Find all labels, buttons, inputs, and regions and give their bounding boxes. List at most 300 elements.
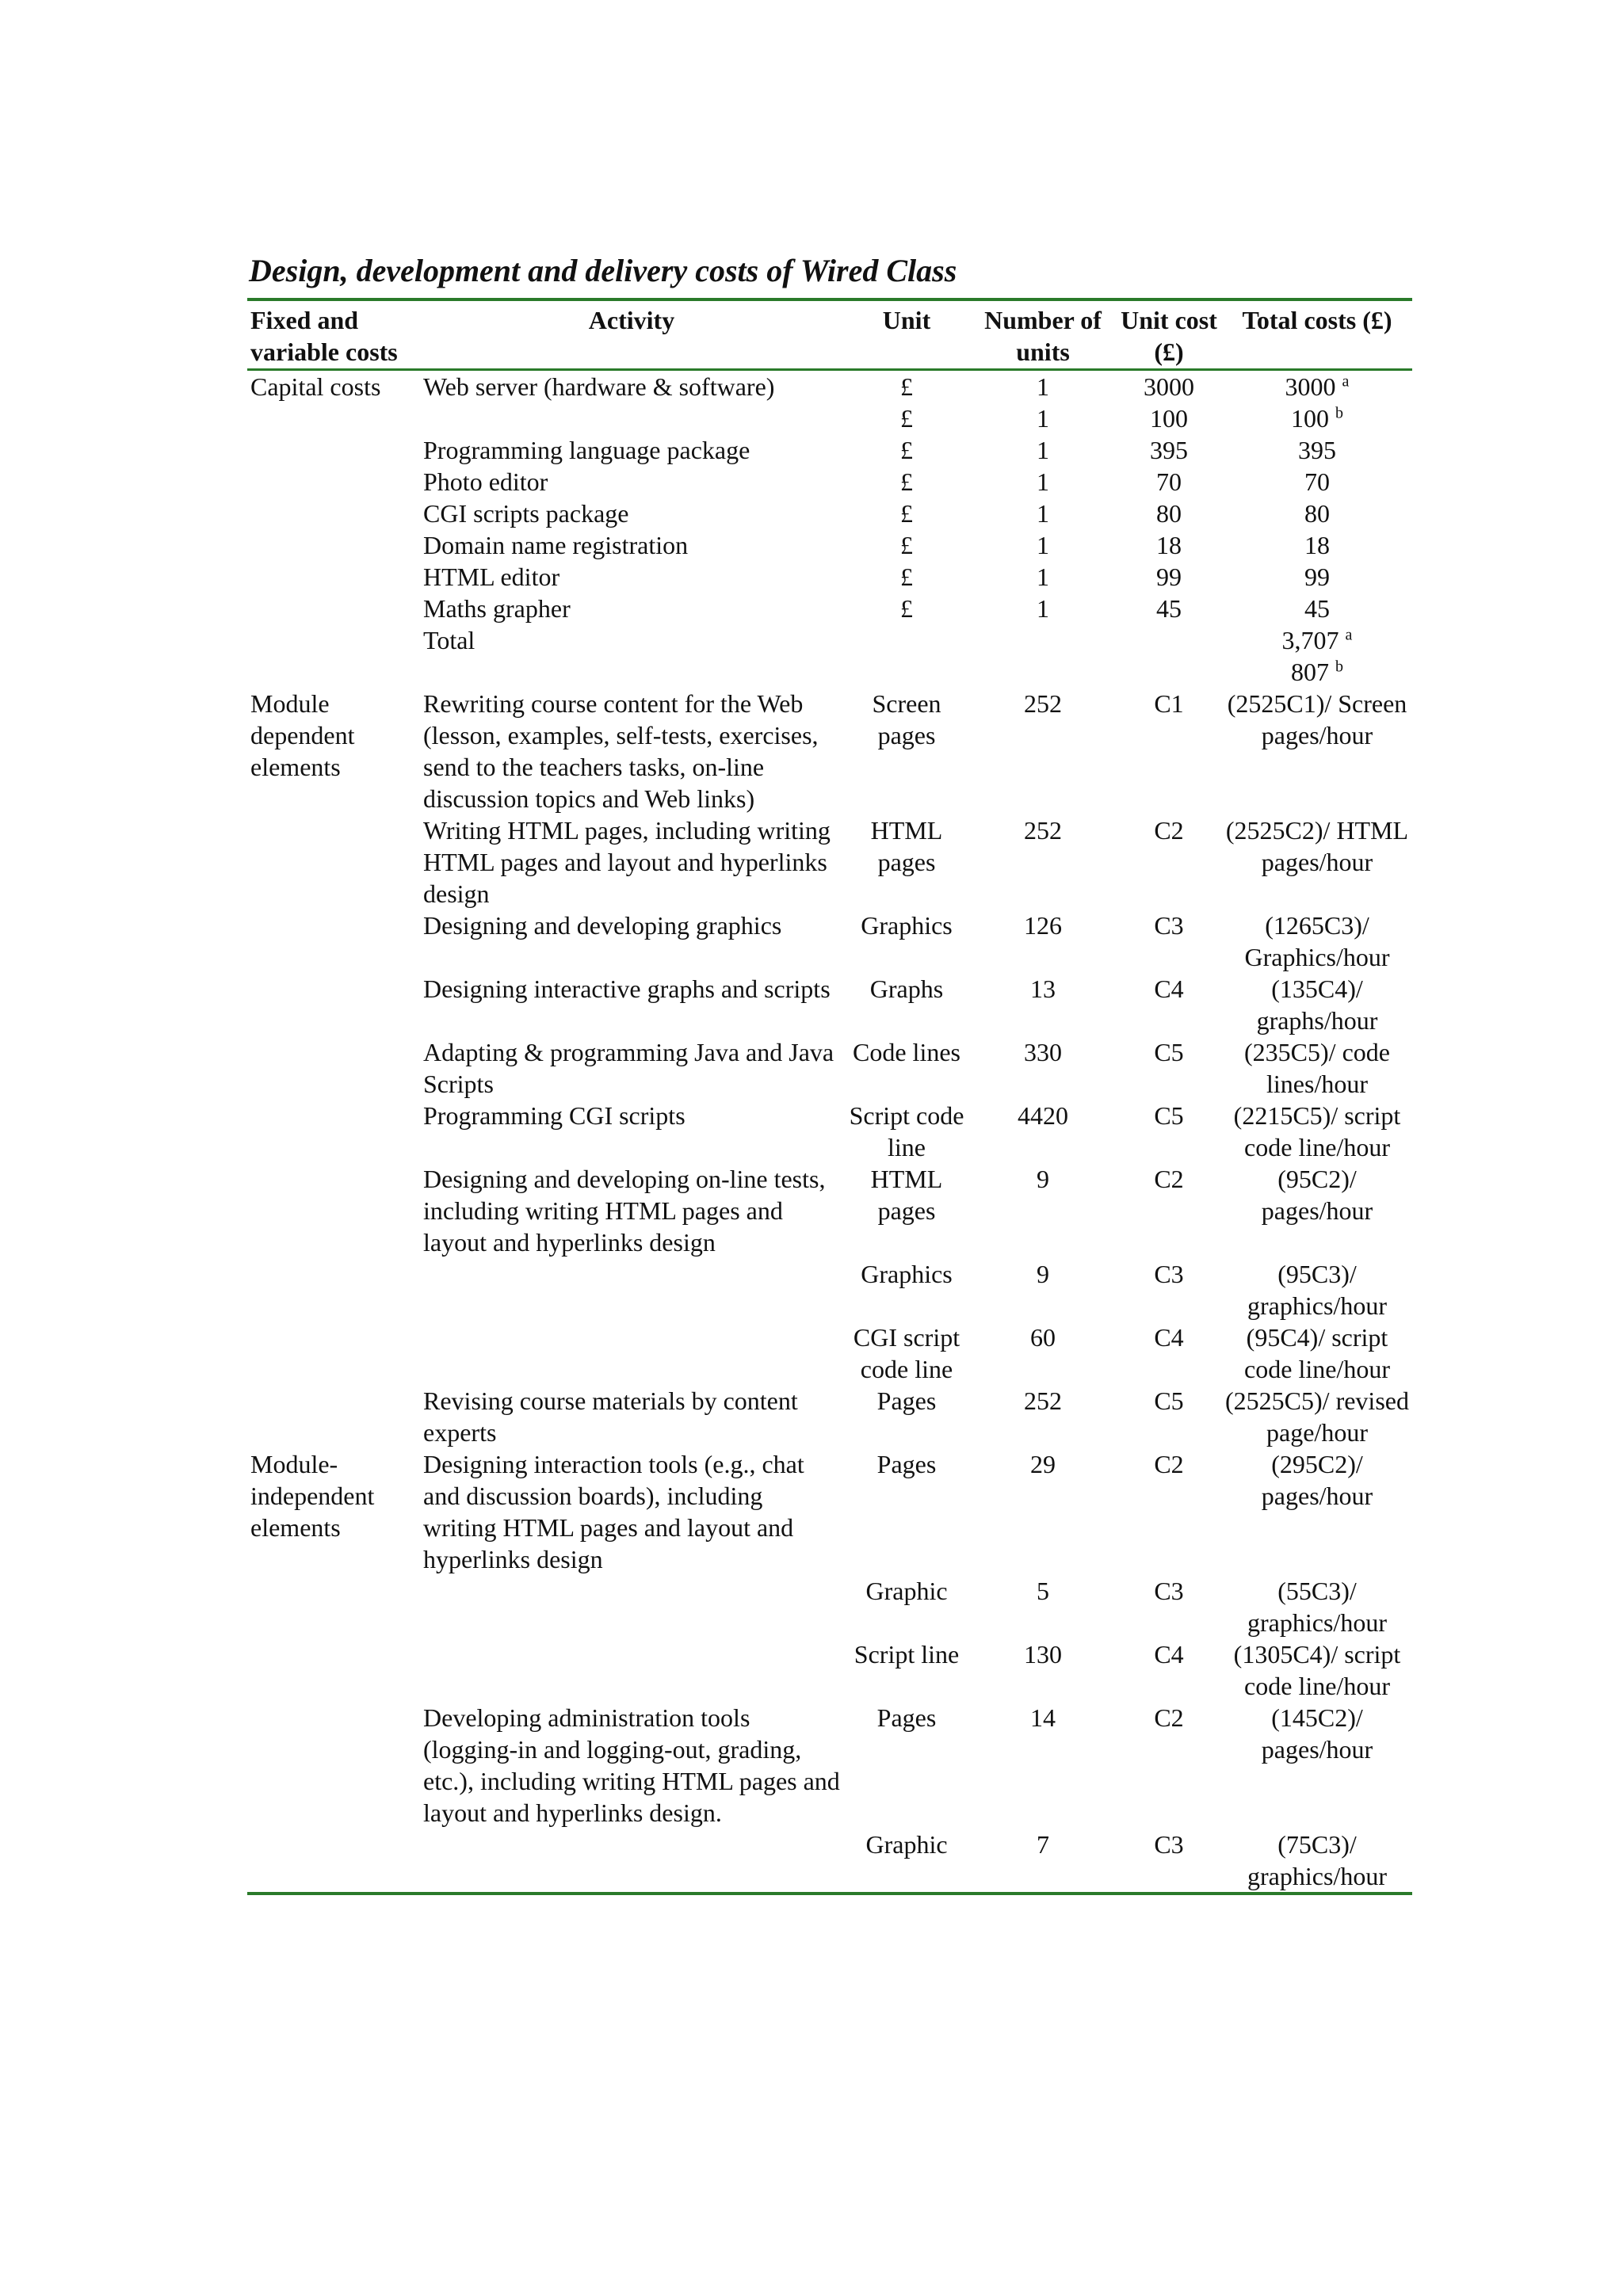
number-of-units-cell — [970, 1575, 1116, 1638]
category-cell — [247, 656, 420, 688]
number-of-units-cell — [970, 656, 1116, 688]
total-costs-cell-text: (2525C5)/ revised page/hour — [1225, 1386, 1409, 1447]
unit-cell-text: CGI script code line — [853, 1323, 960, 1383]
total-costs-cell-text: 3,707 — [1281, 626, 1339, 654]
total-costs-cell — [1222, 1448, 1412, 1575]
unit-cost-cell-text: C5 — [1154, 1038, 1184, 1066]
number-of-units-cell — [970, 1638, 1116, 1702]
total-costs-cell-text: (75C3)/ graphics/hour — [1247, 1830, 1387, 1890]
total-costs-cell-text: 45 — [1304, 594, 1330, 623]
footnote-marker: a — [1342, 372, 1350, 391]
category-cell — [247, 1448, 420, 1575]
number-of-units-cell — [970, 973, 1116, 1036]
total-costs-cell-text: (2215C5)/ script code line/hour — [1233, 1101, 1401, 1161]
unit-cost-cell-text: 3000 — [1144, 372, 1194, 401]
total-costs-cell — [1222, 1638, 1412, 1702]
category-cell-text: Module-independent elements — [250, 1450, 375, 1542]
unit-cost-cell — [1116, 1385, 1222, 1448]
unit-cell-text: HTML pages — [870, 816, 943, 876]
unit-cell — [843, 402, 970, 434]
activity-cell-text: Designing interactive graphs and scripts — [423, 974, 831, 1003]
unit-cell — [843, 910, 970, 973]
activity-cell — [420, 1258, 843, 1322]
unit-cost-cell — [1116, 1638, 1222, 1702]
unit-cost-cell — [1116, 910, 1222, 973]
unit-cost-cell — [1116, 1702, 1222, 1829]
table-row — [247, 1322, 1412, 1385]
unit-cell — [843, 1385, 970, 1448]
number-of-units-cell — [970, 434, 1116, 466]
total-costs-cell — [1222, 814, 1412, 910]
total-costs-cell — [1222, 1385, 1412, 1448]
total-costs-cell-text: (95C3)/ graphics/hour — [1247, 1260, 1387, 1320]
activity-cell-text: Revising course materials by content experts — [423, 1386, 798, 1447]
total-costs-cell-text: 18 — [1304, 531, 1330, 559]
total-costs-cell-text: (1265C3)/ Graphics/hour — [1244, 911, 1390, 971]
table-row — [247, 593, 1412, 624]
number-of-units-cell — [970, 814, 1116, 910]
total-costs-cell — [1222, 529, 1412, 561]
unit-cell-text: £ — [900, 404, 913, 433]
number-of-units-cell-text: 330 — [1024, 1038, 1062, 1066]
number-of-units-cell-text: 1 — [1037, 372, 1049, 401]
number-of-units-cell — [970, 466, 1116, 498]
unit-cell-text: Pages — [876, 1450, 937, 1478]
activity-cell-text: Programming CGI scripts — [423, 1101, 685, 1130]
activity-cell-text: CGI scripts package — [423, 499, 629, 528]
unit-cost-cell-text: 18 — [1156, 531, 1182, 559]
unit-cost-cell-text: C2 — [1154, 1165, 1184, 1193]
activity-cell — [420, 402, 843, 434]
activity-cell-text: Web server (hardware & software) — [423, 372, 775, 401]
total-costs-cell-text: (1305C4)/ script code line/hour — [1233, 1640, 1401, 1700]
unit-cost-cell — [1116, 973, 1222, 1036]
activity-cell — [420, 1638, 843, 1702]
total-costs-cell — [1222, 973, 1412, 1036]
table-row — [247, 402, 1412, 434]
table-row — [247, 1163, 1412, 1258]
number-of-units-cell — [970, 593, 1116, 624]
unit-cost-cell — [1116, 1322, 1222, 1385]
activity-cell — [420, 561, 843, 593]
total-costs-cell-text: (2525C1)/ Screen pages/hour — [1227, 689, 1407, 749]
total-costs-cell — [1222, 688, 1412, 814]
table-row — [247, 498, 1412, 529]
unit-cell-text: Graphics — [861, 911, 953, 940]
category-cell — [247, 593, 420, 624]
number-of-units-cell-text: 1 — [1037, 594, 1049, 623]
header-activity: Activity — [420, 299, 843, 370]
unit-cost-cell — [1116, 434, 1222, 466]
unit-cell-text: Script line — [854, 1640, 960, 1669]
unit-cost-cell-text: 395 — [1150, 436, 1188, 464]
unit-cost-cell-text: C2 — [1154, 1450, 1184, 1478]
number-of-units-cell-text: 252 — [1024, 816, 1062, 845]
unit-cost-cell-text: C4 — [1154, 1323, 1184, 1352]
unit-cost-cell-text: C3 — [1154, 1830, 1184, 1859]
table-row — [247, 1036, 1412, 1100]
number-of-units-cell-text: 1 — [1037, 404, 1049, 433]
table-row — [247, 466, 1412, 498]
activity-cell — [420, 1100, 843, 1163]
unit-cost-cell — [1116, 593, 1222, 624]
category-cell — [247, 1100, 420, 1163]
unit-cell-text: £ — [900, 467, 913, 496]
activity-cell-text: Programming language package — [423, 436, 750, 464]
unit-cell-text: Code lines — [853, 1038, 960, 1066]
table-row — [247, 434, 1412, 466]
total-costs-cell — [1222, 1322, 1412, 1385]
total-costs-cell — [1222, 1829, 1412, 1894]
number-of-units-cell-text: 130 — [1024, 1640, 1062, 1669]
unit-cell — [843, 1448, 970, 1575]
number-of-units-cell-text: 1 — [1037, 531, 1049, 559]
activity-cell — [420, 688, 843, 814]
activity-cell — [420, 814, 843, 910]
unit-cost-cell — [1116, 1258, 1222, 1322]
number-of-units-cell — [970, 1385, 1116, 1448]
unit-cell — [843, 973, 970, 1036]
unit-cell — [843, 1100, 970, 1163]
unit-cost-cell — [1116, 498, 1222, 529]
total-costs-cell-text: 3000 — [1285, 372, 1336, 401]
total-costs-cell — [1222, 1100, 1412, 1163]
number-of-units-cell — [970, 1036, 1116, 1100]
footnote-marker: b — [1335, 404, 1343, 422]
table-row — [247, 1258, 1412, 1322]
activity-cell — [420, 529, 843, 561]
activity-cell-text: Writing HTML pages, including writing HTML pages and layout and hyperlinks design — [423, 816, 831, 908]
table-row — [247, 529, 1412, 561]
activity-cell-text: Adapting & programming Java and Java Scripts — [423, 1038, 834, 1098]
total-costs-cell — [1222, 656, 1412, 688]
number-of-units-cell-text: 5 — [1037, 1577, 1049, 1605]
unit-cell-text: £ — [900, 372, 913, 401]
total-costs-cell — [1222, 466, 1412, 498]
unit-cell — [843, 656, 970, 688]
number-of-units-cell-text: 1 — [1037, 436, 1049, 464]
unit-cell-text: Graphic — [865, 1577, 948, 1605]
total-costs-cell-text: 80 — [1304, 499, 1330, 528]
number-of-units-cell — [970, 1100, 1116, 1163]
total-costs-cell — [1222, 1258, 1412, 1322]
total-costs-cell — [1222, 910, 1412, 973]
category-cell — [247, 434, 420, 466]
unit-cell — [843, 1829, 970, 1894]
category-cell — [247, 402, 420, 434]
activity-cell — [420, 624, 843, 656]
unit-cost-cell — [1116, 1163, 1222, 1258]
category-cell — [247, 814, 420, 910]
unit-cell — [843, 624, 970, 656]
unit-cell — [843, 1702, 970, 1829]
footnote-marker: a — [1345, 626, 1353, 644]
table-row — [247, 1448, 1412, 1575]
activity-cell — [420, 910, 843, 973]
header-unit-cost: Unit cost (£) — [1116, 299, 1222, 370]
table-header-row — [247, 299, 1412, 370]
unit-cost-cell — [1116, 529, 1222, 561]
activity-cell-text: Total — [423, 626, 475, 654]
activity-cell-text: Developing administration tools (logging-in and logging-out, grading, etc.), including writing HTML pages and layout and hyperlinks design. — [423, 1703, 840, 1827]
category-cell — [247, 910, 420, 973]
number-of-units-cell — [970, 1448, 1116, 1575]
table-body — [247, 370, 1412, 1894]
table-row — [247, 814, 1412, 910]
unit-cell-text: Graphics — [861, 1260, 953, 1288]
total-costs-cell-text: 100 — [1291, 404, 1329, 433]
total-costs-cell-text: (135C4)/ graphs/hour — [1256, 974, 1378, 1035]
category-cell — [247, 370, 420, 403]
category-cell — [247, 1036, 420, 1100]
activity-cell — [420, 1385, 843, 1448]
total-costs-cell — [1222, 624, 1412, 656]
unit-cost-cell — [1116, 1448, 1222, 1575]
unit-cost-cell — [1116, 688, 1222, 814]
total-costs-cell-text: 99 — [1304, 563, 1330, 591]
table-row — [247, 688, 1412, 814]
activity-cell — [420, 1702, 843, 1829]
header-unit: Unit — [843, 299, 970, 370]
unit-cell-text: Pages — [876, 1703, 937, 1732]
unit-cost-cell-text: C4 — [1154, 1640, 1184, 1669]
category-cell — [247, 561, 420, 593]
number-of-units-cell — [970, 498, 1116, 529]
table-row — [247, 910, 1412, 973]
total-costs-cell-text: (145C2)/ pages/hour — [1261, 1703, 1373, 1764]
number-of-units-cell — [970, 1829, 1116, 1894]
unit-cost-cell — [1116, 466, 1222, 498]
activity-cell — [420, 1448, 843, 1575]
unit-cost-cell-text: C3 — [1154, 1577, 1184, 1605]
unit-cell-text: Graphs — [869, 974, 944, 1003]
total-costs-cell-text: (295C2)/ pages/hour — [1261, 1450, 1373, 1510]
number-of-units-cell — [970, 1258, 1116, 1322]
unit-cost-cell-text: C3 — [1154, 1260, 1184, 1288]
total-costs-cell — [1222, 561, 1412, 593]
total-costs-cell-text: (2525C2)/ HTML pages/hour — [1225, 816, 1409, 876]
total-costs-cell — [1222, 370, 1412, 403]
unit-cost-cell — [1116, 402, 1222, 434]
category-cell-text: Module dependent elements — [250, 689, 355, 781]
number-of-units-cell — [970, 1322, 1116, 1385]
total-costs-cell — [1222, 1163, 1412, 1258]
number-of-units-cell — [970, 1163, 1116, 1258]
total-costs-cell-text: (95C2)/ pages/hour — [1261, 1165, 1373, 1225]
number-of-units-cell-text: 252 — [1024, 1386, 1062, 1415]
table-row — [247, 1702, 1412, 1829]
activity-cell-text: Rewriting course content for the Web (lesson, examples, self-tests, exercises, send to the teachers tasks, on-line discussion topics and Web links) — [423, 689, 819, 813]
activity-cell — [420, 593, 843, 624]
table-row — [247, 561, 1412, 593]
table-row — [247, 1829, 1412, 1894]
activity-cell-text: Designing and developing graphics — [423, 911, 782, 940]
unit-cost-cell-text: C5 — [1154, 1101, 1184, 1130]
unit-cost-cell — [1116, 656, 1222, 688]
number-of-units-cell-text: 1 — [1037, 467, 1049, 496]
total-costs-cell-text: 395 — [1298, 436, 1336, 464]
unit-cost-cell-text: 70 — [1156, 467, 1182, 496]
number-of-units-cell-text: 1 — [1037, 563, 1049, 591]
unit-cell — [843, 370, 970, 403]
unit-cost-cell-text: C5 — [1154, 1386, 1184, 1415]
unit-cost-cell-text: 100 — [1150, 404, 1188, 433]
total-costs-cell-text: 807 — [1291, 658, 1329, 686]
unit-cell-text: £ — [900, 436, 913, 464]
unit-cell — [843, 1036, 970, 1100]
unit-cell — [843, 529, 970, 561]
table-row — [247, 973, 1412, 1036]
unit-cost-cell-text: C3 — [1154, 911, 1184, 940]
unit-cell — [843, 434, 970, 466]
footnote-marker: b — [1335, 658, 1343, 676]
number-of-units-cell-text: 7 — [1037, 1830, 1049, 1859]
unit-cost-cell — [1116, 624, 1222, 656]
category-cell — [247, 1638, 420, 1702]
category-cell — [247, 1385, 420, 1448]
activity-cell-text: Maths grapher — [423, 594, 571, 623]
unit-cell-text: £ — [900, 594, 913, 623]
unit-cell-text: £ — [900, 531, 913, 559]
category-cell — [247, 1163, 420, 1258]
unit-cost-cell — [1116, 1036, 1222, 1100]
activity-cell — [420, 1322, 843, 1385]
unit-cell-text: £ — [900, 563, 913, 591]
unit-cost-cell-text: 99 — [1156, 563, 1182, 591]
activity-cell — [420, 434, 843, 466]
number-of-units-cell-text: 60 — [1030, 1323, 1056, 1352]
number-of-units-cell-text: 14 — [1030, 1703, 1056, 1732]
number-of-units-cell-text: 13 — [1030, 974, 1056, 1003]
total-costs-cell — [1222, 593, 1412, 624]
unit-cost-cell-text: C2 — [1154, 816, 1184, 845]
category-cell — [247, 498, 420, 529]
table-row — [247, 370, 1412, 403]
number-of-units-cell — [970, 1702, 1116, 1829]
number-of-units-cell-text: 29 — [1030, 1450, 1056, 1478]
activity-cell-text: Designing and developing on-line tests, including writing HTML pages and layout and hyperlinks design — [423, 1165, 826, 1257]
total-costs-cell — [1222, 434, 1412, 466]
table-row — [247, 1638, 1412, 1702]
category-cell-text: Capital costs — [250, 372, 381, 401]
activity-cell — [420, 656, 843, 688]
header-category: Fixed and variable costs — [247, 299, 420, 370]
unit-cost-cell — [1116, 561, 1222, 593]
number-of-units-cell — [970, 370, 1116, 403]
activity-cell — [420, 498, 843, 529]
activity-cell — [420, 370, 843, 403]
activity-cell — [420, 1163, 843, 1258]
unit-cell — [843, 561, 970, 593]
activity-cell — [420, 973, 843, 1036]
category-cell — [247, 466, 420, 498]
unit-cell — [843, 466, 970, 498]
total-costs-cell — [1222, 1036, 1412, 1100]
activity-cell — [420, 1036, 843, 1100]
costs-table — [247, 298, 1412, 1895]
unit-cell-text: Screen pages — [872, 689, 941, 749]
unit-cell — [843, 1163, 970, 1258]
number-of-units-cell-text: 9 — [1037, 1260, 1049, 1288]
activity-cell-text: HTML editor — [423, 563, 560, 591]
unit-cell-text: HTML pages — [870, 1165, 943, 1225]
table-row — [247, 1385, 1412, 1448]
category-cell — [247, 1702, 420, 1829]
number-of-units-cell-text: 126 — [1024, 911, 1062, 940]
unit-cost-cell — [1116, 1100, 1222, 1163]
unit-cost-cell — [1116, 1829, 1222, 1894]
number-of-units-cell — [970, 688, 1116, 814]
total-costs-cell-text: 70 — [1304, 467, 1330, 496]
number-of-units-cell — [970, 561, 1116, 593]
unit-cell — [843, 1575, 970, 1638]
activity-cell — [420, 466, 843, 498]
header-total-costs: Total costs (£) — [1222, 299, 1412, 370]
total-costs-cell — [1222, 1702, 1412, 1829]
total-costs-cell-text: (55C3)/ graphics/hour — [1247, 1577, 1387, 1637]
unit-cell-text: £ — [900, 499, 913, 528]
total-costs-cell — [1222, 498, 1412, 529]
unit-cost-cell — [1116, 1575, 1222, 1638]
category-cell — [247, 1258, 420, 1322]
table-row — [247, 1100, 1412, 1163]
number-of-units-cell-text: 252 — [1024, 689, 1062, 718]
unit-cell — [843, 1322, 970, 1385]
header-number-of-units: Number of units — [970, 299, 1116, 370]
number-of-units-cell — [970, 402, 1116, 434]
unit-cell — [843, 688, 970, 814]
table-title: Design, development and delivery costs of Wired Class — [249, 253, 957, 288]
activity-cell — [420, 1829, 843, 1894]
number-of-units-cell — [970, 624, 1116, 656]
unit-cost-cell — [1116, 370, 1222, 403]
table-row — [247, 1575, 1412, 1638]
category-cell — [247, 624, 420, 656]
unit-cost-cell-text: C1 — [1154, 689, 1184, 718]
total-costs-cell — [1222, 1575, 1412, 1638]
document-page — [247, 252, 1412, 1895]
number-of-units-cell — [970, 529, 1116, 561]
activity-cell-text: Designing interaction tools (e.g., chat and discussion boards), including writing HTML pages and layout and hyperlinks design — [423, 1450, 804, 1573]
number-of-units-cell — [970, 910, 1116, 973]
unit-cost-cell-text: 45 — [1156, 594, 1182, 623]
unit-cost-cell-text: 80 — [1156, 499, 1182, 528]
total-costs-cell-text: (95C4)/ script code line/hour — [1244, 1323, 1390, 1383]
unit-cell — [843, 1258, 970, 1322]
unit-cell-text: Pages — [876, 1386, 937, 1415]
unit-cell — [843, 498, 970, 529]
unit-cell-text: Script code line — [849, 1101, 964, 1161]
unit-cell — [843, 814, 970, 910]
category-cell — [247, 688, 420, 814]
unit-cost-cell-text: C4 — [1154, 974, 1184, 1003]
total-costs-cell — [1222, 402, 1412, 434]
unit-cost-cell — [1116, 814, 1222, 910]
total-costs-cell-text: (235C5)/ code lines/hour — [1244, 1038, 1390, 1098]
category-cell — [247, 529, 420, 561]
activity-cell — [420, 1575, 843, 1638]
category-cell — [247, 973, 420, 1036]
category-cell — [247, 1829, 420, 1894]
activity-cell-text: Domain name registration — [423, 531, 689, 559]
table-row — [247, 656, 1412, 688]
category-cell — [247, 1575, 420, 1638]
unit-cell-text: Graphic — [865, 1830, 948, 1859]
unit-cell — [843, 1638, 970, 1702]
number-of-units-cell-text: 1 — [1037, 499, 1049, 528]
table-row — [247, 624, 1412, 656]
category-cell — [247, 1322, 420, 1385]
